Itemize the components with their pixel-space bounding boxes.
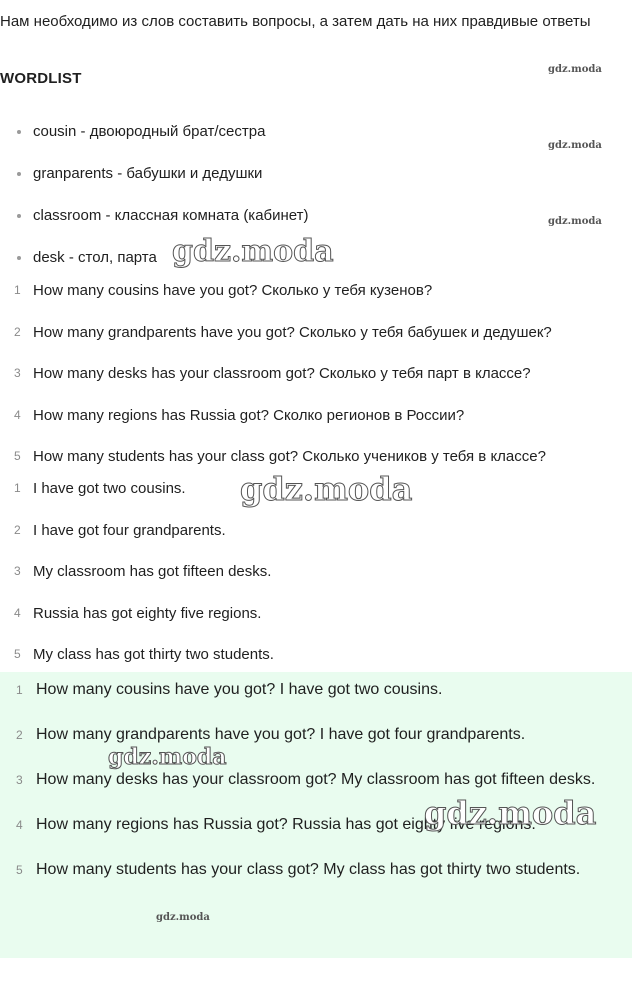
- bullet-icon: [17, 214, 21, 218]
- final-answer-item: 5 How many students has your class got? My class has got thirty two students.: [16, 861, 581, 878]
- final-answer-item: 3 How many desks has your classroom got? My classroom has got fifteen desks.: [16, 771, 596, 788]
- final-answer-item: 2 How many grandparents have you got? I have got four grandparents.: [16, 726, 526, 743]
- wordlist-item: granparents - бабушки и дедушки: [0, 153, 309, 195]
- intro-text: Нам необходимо из слов составить вопросы, а затем дать на них правдивые ответы: [0, 13, 591, 30]
- question-item: 5 How many students has your class got? Сколько учеников у тебя в классе?: [14, 448, 546, 465]
- final-answer-item: 4 How many regions has Russia got? Russia has got eighty five regions.: [16, 816, 536, 833]
- question-item: 4 How many regions has Russia got? Сколко регионов в России?: [14, 406, 465, 424]
- wordlist-heading: WORDLIST: [0, 70, 82, 87]
- watermark-logo: gdz.moda: [108, 744, 227, 770]
- wordlist-item: desk - стол, парта: [0, 237, 309, 279]
- watermark-logo: gdz.moda: [424, 794, 597, 832]
- answers-list: [0, 468, 274, 676]
- watermark-logo: gdz.moda: [548, 140, 602, 151]
- question-item: 1 How many cousins have you got? Сколько у тебя кузенов?: [14, 282, 433, 299]
- bullet-icon: [17, 130, 21, 134]
- watermark-logo: gdz.moda: [172, 234, 334, 269]
- wordlist-item: cousin - двоюродный брат/сестра: [0, 111, 309, 153]
- final-answers-list: [0, 672, 632, 897]
- answer-item: 1 I have got two cousins.: [14, 480, 186, 497]
- watermark-logo: gdz.moda: [548, 216, 602, 227]
- answer-item: 3 My classroom has got fifteen desks.: [14, 563, 272, 580]
- answer-item: 4 Russia has got eighty five regions.: [14, 604, 262, 622]
- questions-list: [0, 270, 552, 478]
- answer-item: 5 My class has got thirty two students.: [14, 646, 274, 663]
- watermark-logo: gdz.moda: [240, 470, 413, 508]
- bullet-icon: [17, 172, 21, 176]
- watermark-logo: gdz.moda: [548, 64, 602, 75]
- watermark-logo: gdz.moda: [156, 912, 210, 923]
- question-item: 2 How many grandparents have you got? Сколько у тебя бабушек и дедушек?: [14, 323, 552, 341]
- question-item: 3 How many desks has your classroom got? Сколько у тебя парт в классе?: [14, 365, 531, 382]
- final-answer-item: 1 How many cousins have you got? I have got two cousins.: [16, 681, 443, 698]
- answer-item: 2 I have got four grandparents.: [14, 521, 226, 539]
- wordlist-item: classroom - классная комната (кабинет): [0, 195, 309, 237]
- bullet-icon: [17, 256, 21, 260]
